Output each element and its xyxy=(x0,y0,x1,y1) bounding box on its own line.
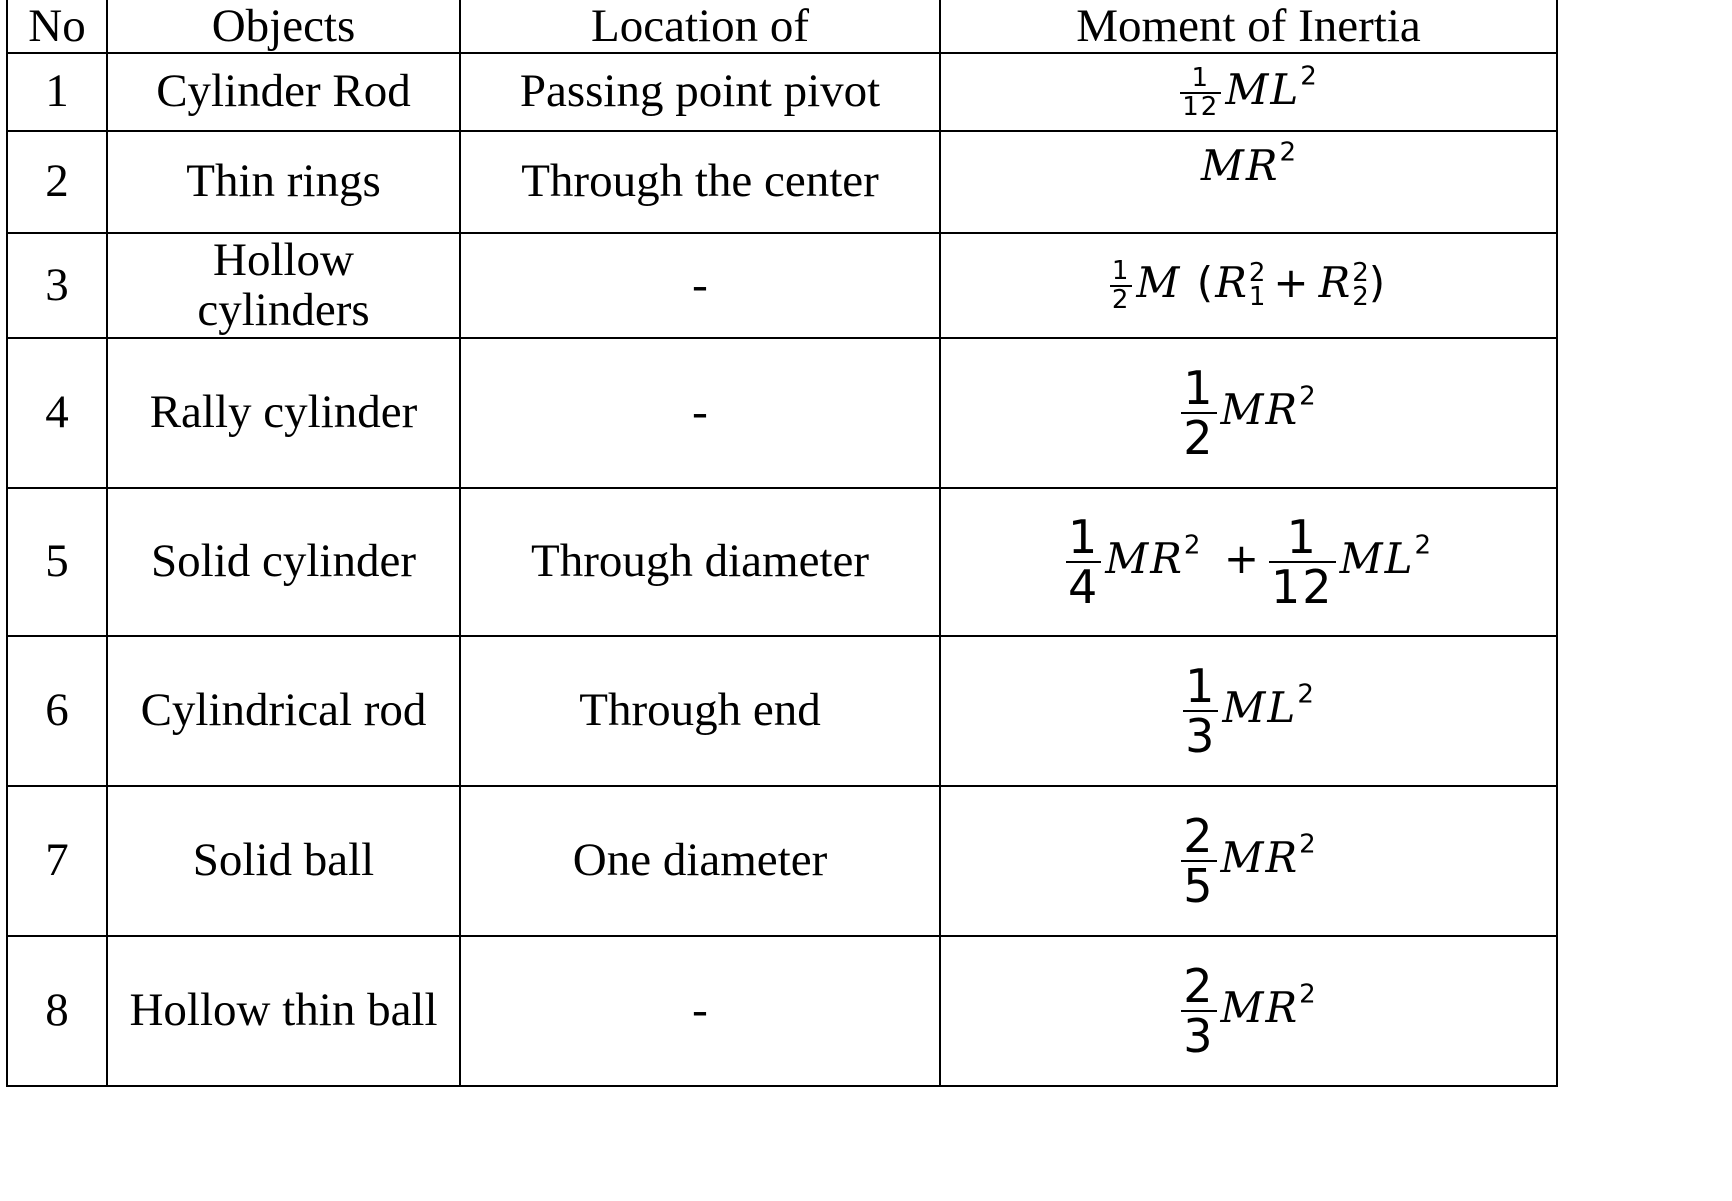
table-row xyxy=(7,636,1557,786)
fraction: $\frac{1}{4}$ xyxy=(1067,509,1100,614)
fraction: $\frac{1}{3}$ xyxy=(1185,658,1217,763)
formula-expression: $\frac{1}{2}$ M (R 2 1 + R 2 2 ) xyxy=(1111,255,1388,315)
header-moment-of-inertia: Moment of Inertia xyxy=(940,0,1557,53)
fraction: $\frac{1}{2}$ xyxy=(1183,360,1215,465)
inertia-formula xyxy=(940,338,1557,488)
row-number: 5 xyxy=(7,488,107,636)
formula-expression: $\frac{1}{3}$ $ML^2$ xyxy=(1185,658,1314,763)
axis-location: Passing point pivot xyxy=(460,53,940,131)
object-name: Solid ball xyxy=(107,786,460,936)
formula-expression: $MR^2$ xyxy=(1200,137,1297,190)
row-number: 6 xyxy=(7,636,107,786)
inertia-formula xyxy=(940,936,1557,1086)
header-no: No xyxy=(7,0,107,53)
object-name: Cylinder Rod xyxy=(107,53,460,131)
inertia-formula xyxy=(940,636,1557,786)
inertia-formula xyxy=(940,488,1557,636)
object-name: Rally cylinder xyxy=(107,338,460,488)
object-name-text: Hollow cylinders xyxy=(197,234,370,336)
fraction: $\frac{1}{12}$ xyxy=(1182,62,1220,123)
axis-location: Through the center xyxy=(460,131,940,233)
inertia-formula xyxy=(940,53,1557,131)
inertia-formula xyxy=(940,131,1557,233)
table-row xyxy=(7,233,1557,338)
table-row xyxy=(7,488,1557,636)
object-name: Cylindrical rod xyxy=(107,636,460,786)
axis-location: - xyxy=(460,233,940,338)
table-row xyxy=(7,936,1557,1086)
table-row xyxy=(7,131,1557,233)
row-number: 4 xyxy=(7,338,107,488)
axis-location: One diameter xyxy=(460,786,940,936)
axis-location: - xyxy=(460,338,940,488)
formula-expression: $\frac{2}{5}$ $MR^2$ xyxy=(1183,808,1316,913)
row-number: 1 xyxy=(7,53,107,131)
header-location: Location of xyxy=(460,0,940,53)
row-number: 3 xyxy=(7,233,107,338)
formula-expression: $\frac{1}{4}$ $MR^2$ + $\frac{1}{12}$ $ML^2$ xyxy=(1067,509,1432,614)
fraction: $\frac{2}{5}$ xyxy=(1183,808,1215,913)
axis-location: Through diameter xyxy=(460,488,940,636)
fraction: $\frac{2}{3}$ xyxy=(1183,958,1215,1063)
axis-location: Through end xyxy=(460,636,940,786)
row-number: 8 xyxy=(7,936,107,1086)
row-number: 7 xyxy=(7,786,107,936)
table-row xyxy=(7,53,1557,131)
fraction: $\frac{1}{2}$ xyxy=(1111,255,1131,315)
moment-of-inertia-table xyxy=(6,0,1558,1087)
inertia-formula xyxy=(940,786,1557,936)
object-name: Solid cylinder xyxy=(107,488,460,636)
row-number: 2 xyxy=(7,131,107,233)
table-row xyxy=(7,338,1557,488)
header-row xyxy=(7,0,1557,53)
object-name: Thin rings xyxy=(107,131,460,233)
object-name xyxy=(107,233,460,338)
formula-expression: $\frac{2}{3}$ $MR^2$ xyxy=(1183,958,1316,1063)
formula-expression: $\frac{1}{2}$ $MR^2$ xyxy=(1183,360,1316,465)
header-objects: Objects xyxy=(107,0,460,53)
table-wrapper xyxy=(6,0,1558,1087)
formula-expression: $\frac{1}{12}$ $ML^2$ xyxy=(1182,61,1317,123)
inertia-formula xyxy=(940,233,1557,338)
object-name: Hollow thin ball xyxy=(107,936,460,1086)
table-row xyxy=(7,786,1557,936)
axis-location: - xyxy=(460,936,940,1086)
fraction: $\frac{1}{12}$ xyxy=(1271,509,1334,614)
